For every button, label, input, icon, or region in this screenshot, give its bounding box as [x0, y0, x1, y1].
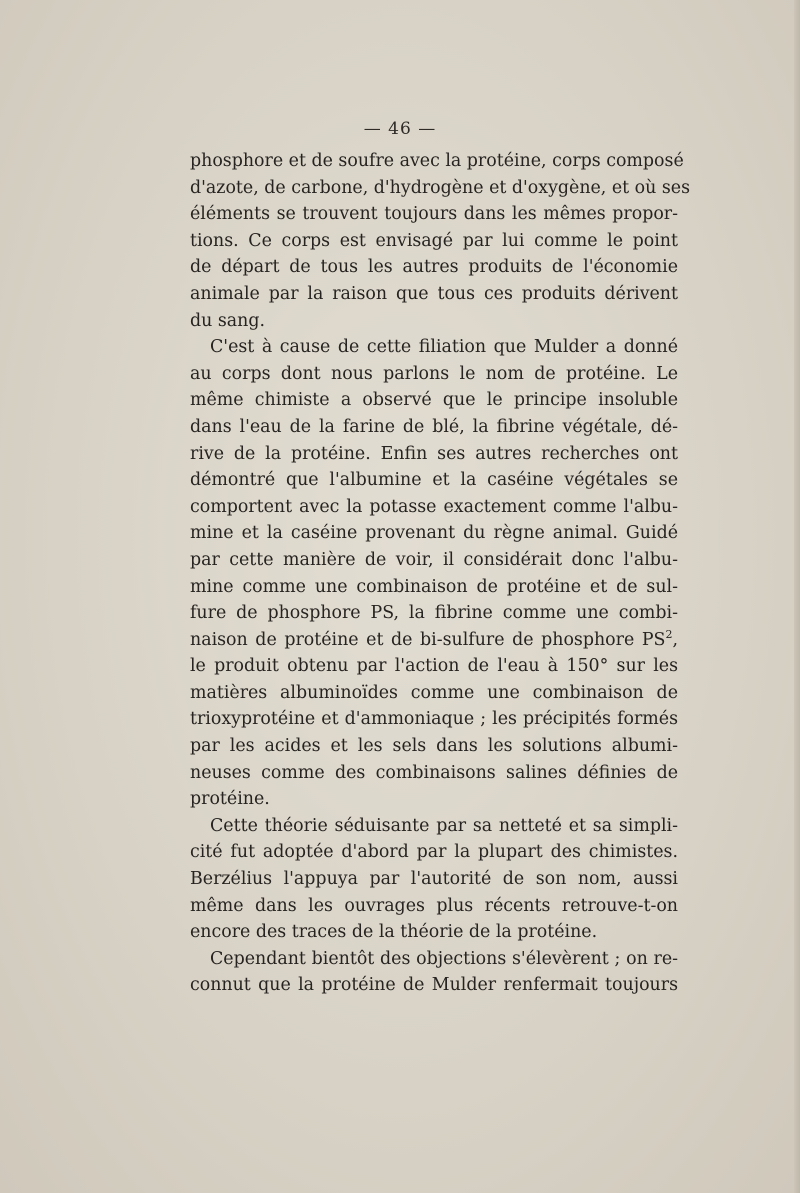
- text-line: trioxyprotéine et d'ammoniaque ; les précipités formés: [190, 709, 678, 730]
- page-number: — 46 —: [363, 119, 437, 139]
- text-line: rive de la protéine. Enfin ses autres recherches ont: [190, 443, 678, 464]
- text-line: Cependant bientôt des objections s'élevèrent ; on re-: [210, 948, 678, 969]
- text-line: tions. Ce corps est envisagé par lui comme le point: [190, 230, 678, 251]
- text-line: de départ de tous les autres produits de l'économie: [190, 257, 678, 278]
- text-line: animale par la raison que tous ces produits dérivent: [190, 283, 678, 304]
- text-line: Cette théorie séduisante par sa netteté et sa simpli-: [210, 815, 678, 836]
- text-line: cité fut adoptée d'abord par la plupart des chimistes.: [190, 842, 678, 863]
- text-line: neuses comme des combinaisons salines définies de: [190, 762, 678, 783]
- superscript: 2: [665, 627, 673, 641]
- text-line: le produit obtenu par l'action de l'eau à 150° sur les: [190, 656, 678, 677]
- text-line: du sang.: [190, 310, 266, 331]
- text-line: par les acides et les sels dans les solutions albumi-: [190, 736, 678, 757]
- text-line: même chimiste a observé que le principe insoluble: [190, 390, 678, 411]
- body-text: [190, 148, 691, 999]
- page-edge: [794, 0, 800, 1193]
- trailing-punctuation: ,: [672, 629, 678, 650]
- text-line: matières albuminoïdes comme une combinaison de: [190, 682, 678, 703]
- text-line: fure de phosphore PS, la fibrine comme une combi-: [190, 603, 678, 624]
- text-line: dans l'eau de la farine de blé, la fibrine végétale, dé-: [190, 416, 678, 437]
- text-line: encore des traces de la théorie de la protéine.: [190, 922, 598, 943]
- text-line-main: naison de protéine et de bi-sulfure de phosphore PS: [190, 629, 666, 650]
- text-line: éléments se trouvent toujours dans les mêmes propor-: [190, 204, 678, 225]
- text-line: comportent avec la potasse exactement comme l'albu-: [190, 496, 678, 517]
- text-line: phosphore et de soufre avec la protéine, corps composé: [190, 151, 684, 171]
- text-line: mine et la caséine provenant du règne animal. Guidé: [190, 523, 678, 544]
- text-line: au corps dont nous parlons le nom de protéine. Le: [190, 363, 678, 384]
- text-line: démontré que l'albumine et la caséine végétales se: [190, 470, 678, 491]
- text-line: par cette manière de voir, il considérait donc l'albu-: [190, 549, 678, 570]
- text-line: protéine.: [190, 789, 270, 810]
- text-line: connut que la protéine de Mulder renfermait toujours: [190, 975, 678, 996]
- text-line: même dans les ouvrages plus récents retrouve-t-on: [190, 895, 678, 916]
- text-line: d'azote, de carbone, d'hydrogène et d'oxygène, et où ses: [190, 177, 691, 198]
- text-line: C'est à cause de cette filiation que Mulder a donné: [210, 337, 678, 358]
- text-line-with-superscript: [190, 627, 678, 654]
- text-line: Berzélius l'appuya par l'autorité de son nom, aussi: [190, 869, 678, 890]
- text-line: mine comme une combinaison de protéine et de sul-: [190, 576, 678, 597]
